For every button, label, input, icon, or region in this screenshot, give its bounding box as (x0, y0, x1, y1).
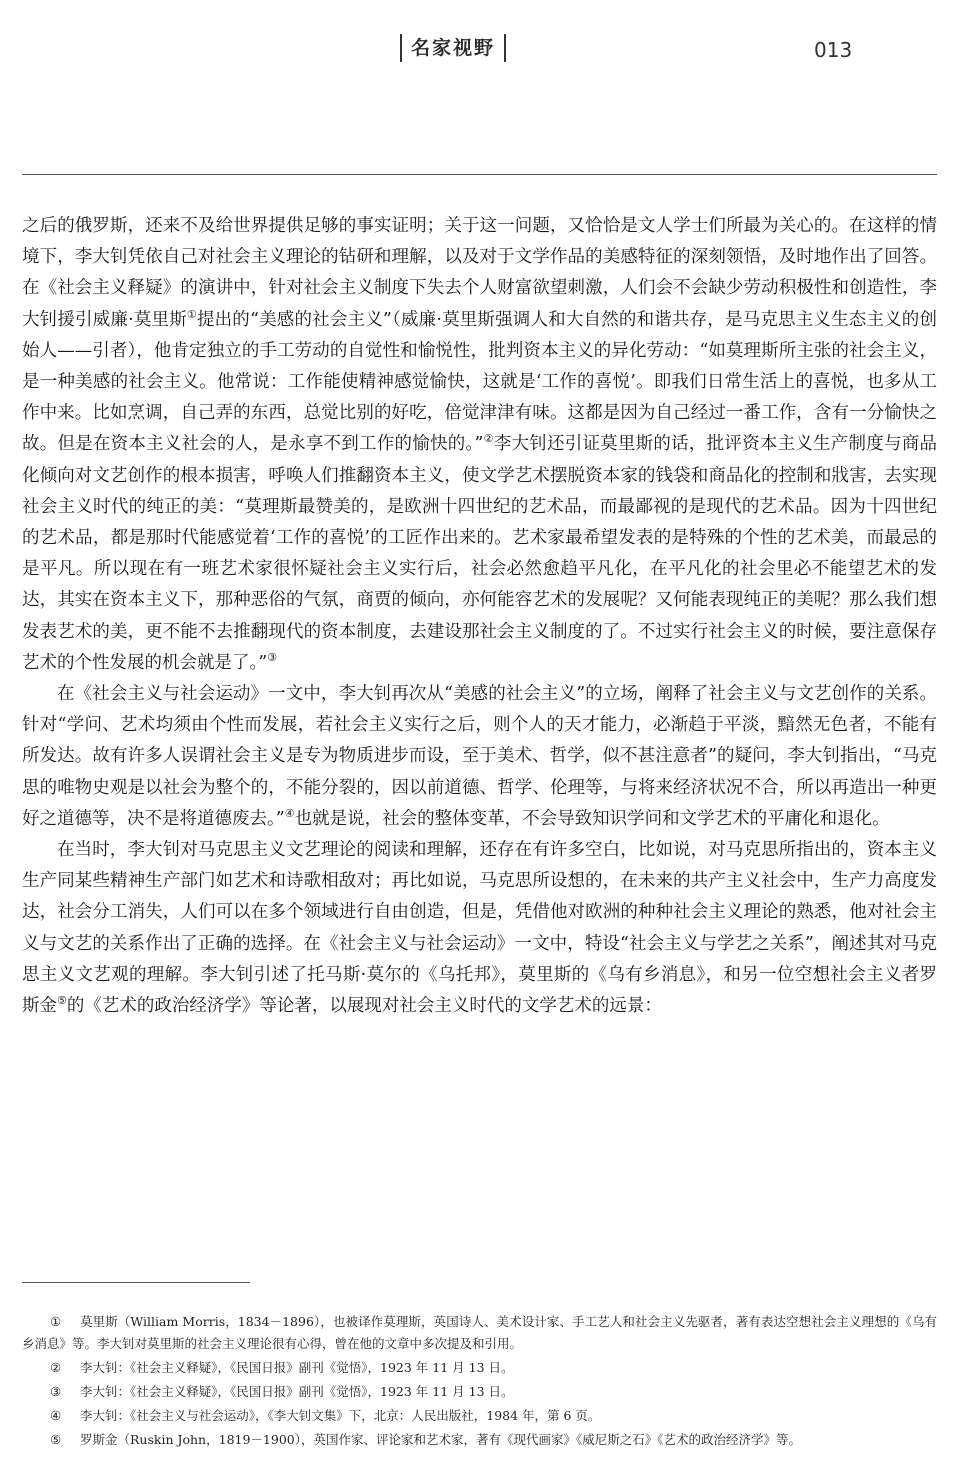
paragraph-3-text-a: 在当时，李大钊对马克思主义文艺理论的阅读和理解，还存在有许多空白，比如说，对马克思所指出的，资本主义生产同某些精神生产部门如艺术和诗歌相敌对；再比如说，马克思所设想的，在未来的共产主义社会中，生产力高度发达，社会分工消失，人们可以在多个领域进行自由创造，但是，凭借他对欧洲的种种社会主义理论的熟悉，他对社会主义与文艺的关系作出了正确的选择。在《社会主义与社会运动》一文中，特设“社会主义与学艺之关系”，阐述其对马克思主义文艺观的理解。李大钊引述了托马斯·莫尔的《乌托邦》，莫里斯的《乌有乡消息》，和另一位空想社会主义者罗斯金 (22, 840, 937, 1017)
paragraph-1-text-b: 提出的“美感的社会主义”（威廉·莫里斯强调人和大自然的和谐共存，是马克思主义生态主义的创始人——引者），他肯定独立的手工劳动的自觉性和愉悦性，批判资本主义的异化劳动：“如莫理斯所主张的社会主义，是一种美感的社会主义。他常说：工作能使精神感觉愉快，这就是‘工作的喜悦’。即我们日常生活上的喜悦，也多从工作中来。比如烹调，自己弄的东西，总觉比别的好吃，倍觉津津有味。这都是因为自己经过一番工作，含有一分愉快之故。但是在资本主义社会的人，是永享不到工作的愉快的。” (22, 309, 937, 455)
footnote-2 (22, 1357, 937, 1379)
footnote-ref-4: ④ (284, 806, 295, 820)
footnote-ref-1: ① (186, 307, 197, 321)
section-title: 名家视野 (400, 34, 506, 62)
paragraph-2 (22, 679, 937, 835)
header-rule (22, 174, 937, 175)
footnote-text: 罗斯金（Ruskin John，1819－1900），英国作家、评论家和艺术家，著有《现代画家》《威尼斯之石》《艺术的政治经济学》等。 (80, 1432, 801, 1447)
footnote-3 (22, 1381, 937, 1403)
footnote-mark: ③ (50, 1384, 62, 1399)
footnote-mark: ⑤ (50, 1432, 62, 1447)
footnote-text: 李大钊：《社会主义释疑》，《民国日报》副刊《觉悟》，1923 年 11 月 13 日。 (80, 1360, 514, 1375)
paragraph-1-text-c: 李大钊还引证莫里斯的话，批评资本主义生产制度与商品化倾向对文艺创作的根本损害，呼唤人们推翻资本主义，使文学艺术摆脱资本家的钱袋和商品化的控制和戕害，去实现社会主义时代的纯正的美：“莫理斯最赞美的，是欧洲十四世纪的艺术品，而最鄙视的是现代的艺术品。因为十四世纪的艺术品，都是那时代能感觉着‘工作的喜悦’的工匠作出来的。艺术家最希望发表的是特殊的个性的艺术美，而最忌的是平凡。所以现在有一班艺术家很怀疑社会主义实行后，社会必然愈趋平凡化，在平凡化的社会里必不能望艺术的发达，其实在资本主义下，那种恶俗的气氛，商贾的倾向，亦何能容艺术的发展呢？又何能表现纯正的美呢？那么我们想发表艺术的美，更不能不去推翻现代的资本制度，去建设那社会主义制度的了。不过实行社会主义的时候，要注意保存艺术的个性发展的机会就是了。” (22, 434, 937, 673)
footnote-text: 莫里斯（William Morris，1834－1896），也被译作莫理斯，英国诗人、美术设计家、手工艺人和社会主义先驱者，著有表达空想社会主义理想的《乌有乡消息》等。李大钊对莫里斯的社会主义理论很有心得，曾在他的文章中多次提及和引用。 (22, 1314, 937, 1351)
running-header (0, 34, 958, 66)
footnote-rule (22, 1282, 250, 1283)
footnote-mark: ② (50, 1360, 62, 1375)
footnotes (22, 1311, 937, 1451)
footnote-1 (22, 1311, 937, 1355)
paragraph-3 (22, 835, 937, 1022)
footnote-4 (22, 1405, 937, 1427)
main-text (22, 211, 937, 1022)
paragraph-1-text-a: 之后的俄罗斯，还来不及给世界提供足够的事实证明；关于这一问题，又恰恰是文人学士们所最为关心的。在这样的情境下，李大钊凭依自己对社会主义理论的钻研和理解，以及对于文学作品的美感特征的深刻领悟，及时地作出了回答。在《社会主义释疑》的演讲中，针对社会主义制度下失去个人财富欲望刺激，人们会不会缺少劳动积极性和创造性，李大钊援引威廉·莫里斯 (22, 216, 937, 330)
footnote-mark: ① (50, 1314, 62, 1329)
footnote-text: 李大钊：《社会主义与社会运动》，《李大钊文集》下，北京：人民出版社，1984 年，第 6 页。 (80, 1408, 601, 1423)
footnote-5 (22, 1429, 937, 1451)
paragraph-2-text-a: 在《社会主义与社会运动》一文中，李大钊再次从“美感的社会主义”的立场，阐释了社会主义与文艺创作的关系。针对“学问、艺术均须由个性而发展，若社会主义实行之后，则个人的天才能力，必渐趋于平淡，黯然无色者，不能有所发达。故有许多人误谓社会主义是专为物质进步而设，至于美术、哲学，似不甚注意者”的疑问，李大钊指出，“马克思的唯物史观是以社会为整个的，不能分裂的，因以前道德、哲学、伦理等，与将来经济状况不合，所以再造出一种更好之道德等，决不是将道德废去。” (22, 684, 937, 829)
footnote-text: 李大钊：《社会主义释疑》，《民国日报》副刊《觉悟》，1923 年 11 月 13 日。 (80, 1384, 514, 1399)
page-number: 013 (814, 38, 853, 62)
footnote-ref-5: ⑤ (57, 994, 67, 1008)
footnote-mark: ④ (50, 1408, 62, 1423)
paragraph-3-text-b: 的《艺术的政治经济学》等论著，以展现对社会主义时代的文学艺术的远景： (66, 996, 662, 1017)
footnote-ref-3: ③ (267, 650, 278, 664)
footnote-ref-2: ② (483, 432, 494, 446)
paragraph-2-text-b: 也就是说，社会的整体变革，不会导致知识学问和文学艺术的平庸化和退化。 (294, 808, 890, 829)
paragraph-1 (22, 211, 937, 679)
